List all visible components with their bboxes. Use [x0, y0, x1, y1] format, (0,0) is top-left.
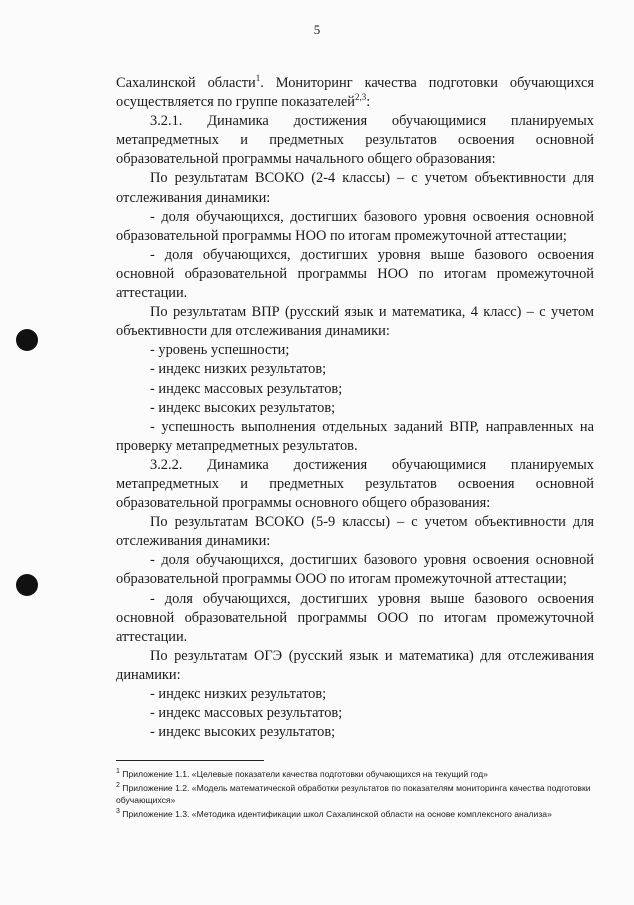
- footnote: [116, 782, 606, 806]
- word: основной: [535, 132, 594, 149]
- word: обучающимися: [391, 456, 487, 473]
- word: планируемых: [510, 113, 594, 130]
- section-heading-322-line2: [116, 475, 594, 494]
- word: метапредметных: [116, 132, 219, 149]
- footnote-mark: 1: [116, 768, 120, 776]
- punch-hole-icon: [16, 574, 38, 596]
- word: и: [240, 132, 248, 149]
- word: Динамика: [207, 456, 269, 473]
- footnote-ref: 2,3: [355, 92, 367, 103]
- footnote-ref: 1: [255, 73, 261, 84]
- section-heading-321: [116, 112, 594, 131]
- text-run: . Мониторинг качества подготовки обучающихся осуществляется по группе показателей: [116, 75, 595, 111]
- footnote-text: Приложение 1.1. «Целевые показатели качества подготовки обучающихся на текущий год»: [122, 769, 488, 779]
- list-item: - индекс высоких результатов;: [150, 724, 336, 741]
- footnote: [116, 808, 606, 820]
- footnote-separator: [116, 760, 264, 761]
- word: основной: [535, 475, 594, 492]
- text-run: Сахалинской области: [116, 75, 256, 91]
- list-item: - доля обучающихся, достигших базового уровня освоения основной образовательной программы НОО по итогам промежуточной аттестации;: [116, 208, 594, 244]
- word: освоения: [458, 475, 515, 492]
- paragraph: По результатам ВПР (русский язык и математика, 4 класс) – с учетом объективности для отслеживания динамики:: [116, 304, 594, 340]
- paragraph: образовательной программы основного общего образования:: [116, 495, 491, 512]
- word: Динамика: [207, 113, 269, 130]
- footnote-text: Приложение 1.2. «Модель математической обработки результатов по показателям мониторинга качества подготовки обучающихся»: [116, 783, 591, 805]
- list-item: - индекс массовых результатов;: [150, 380, 343, 397]
- word: предметных: [269, 475, 344, 492]
- paragraph: По результатам ВСОКО (2-4 классы) – с учетом объективности для отслеживания динамики:: [116, 170, 594, 206]
- word: и: [240, 475, 248, 492]
- word: планируемых: [510, 456, 594, 473]
- text-run: :: [366, 94, 371, 111]
- footnote-mark: 2: [116, 782, 120, 790]
- footnote: [116, 768, 606, 780]
- document-body: [116, 74, 594, 742]
- word: освоения: [458, 132, 515, 149]
- list-item: - индекс массовых результатов;: [150, 705, 343, 722]
- paragraph: образовательной программы начального общего образования:: [116, 151, 496, 168]
- word: достижения: [293, 113, 368, 130]
- paragraph: По результатам ВСОКО (5-9 классы) – с учетом объективности для отслеживания динамики:: [116, 514, 594, 550]
- word: метапредметных: [116, 475, 219, 492]
- list-item: - индекс низких результатов;: [150, 361, 327, 378]
- paragraph: [116, 74, 594, 112]
- list-item: - уровень успешности;: [150, 342, 290, 359]
- word: результатов: [365, 475, 437, 492]
- section-heading-321-line2: [116, 131, 594, 150]
- section-number: 3.2.2.: [150, 456, 183, 473]
- list-item: - доля обучающихся, достигших уровня выше базового освоения основной образовательной программы ООО по итогам промежуточной аттестации.: [116, 590, 594, 645]
- word: предметных: [269, 132, 344, 149]
- list-item: - индекс высоких результатов;: [150, 399, 336, 416]
- section-heading-322: [116, 456, 594, 475]
- punch-hole-icon: [16, 329, 38, 351]
- list-item: - доля обучающихся, достигших уровня выше базового освоения основной образовательной программы НОО по итогам промежуточной аттестации.: [116, 246, 594, 302]
- footnote-mark: 3: [116, 808, 120, 816]
- list-item: - доля обучающихся, достигших базового уровня освоения основной образовательной программы ООО по итогам промежуточной аттестации;: [116, 552, 594, 588]
- word: достижения: [293, 456, 368, 473]
- word: обучающимися: [391, 113, 487, 130]
- list-item: - успешность выполнения отдельных заданий ВПР, направленных на проверку метапредметных результатов.: [116, 418, 594, 454]
- section-number: 3.2.1.: [150, 113, 183, 130]
- footnote-text: Приложение 1.3. «Методика идентификации школ Сахалинской области на основе комплексного анализа»: [122, 809, 552, 819]
- page-number: 5: [313, 22, 321, 37]
- list-item: - индекс низких результатов;: [150, 686, 327, 702]
- word: результатов: [365, 132, 437, 149]
- paragraph: По результатам ОГЭ (русский язык и математика) для отслеживания динамики:: [116, 647, 594, 683]
